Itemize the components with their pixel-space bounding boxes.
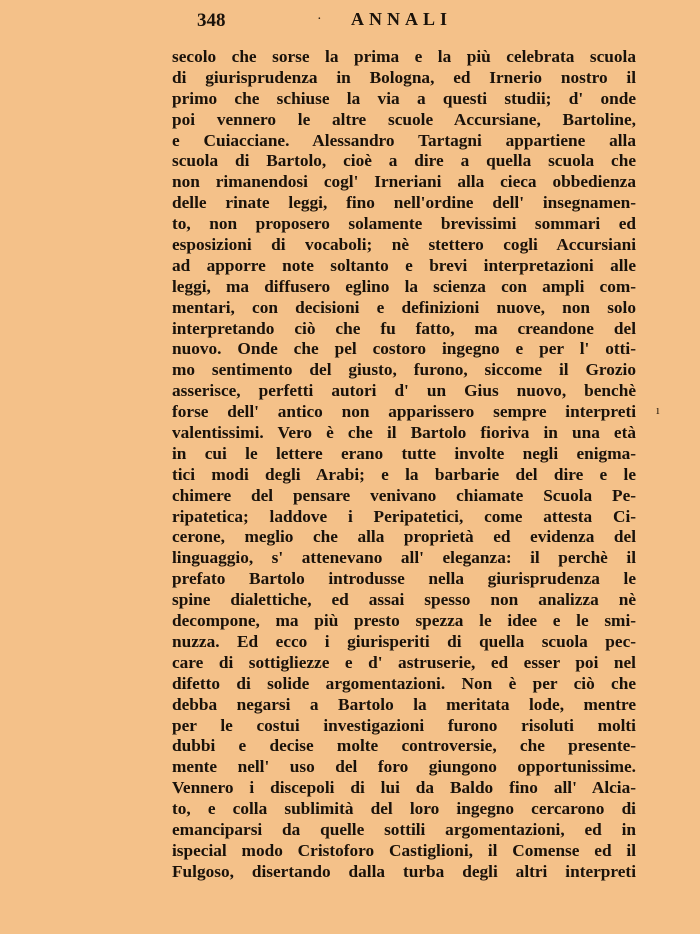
text-line: decompone, ma più presto spezza le idee e le smi- (172, 611, 636, 631)
text-line: Fulgoso, disertando dalla turba degli altri interpreti (172, 861, 636, 881)
text-line: Vennero i discepoli di lui da Baldo fino all' Alcia- (172, 778, 636, 798)
text-line: to, non proposero solamente brevissimi sommari ed (172, 214, 636, 234)
text-line: valentissimi. Vero è che il Bartolo fioriva in una età (172, 423, 636, 443)
text-line: chimere del pensare venivano chiamate Scuola Pe- (172, 485, 636, 505)
text-line: delle rinate leggi, fino nell'ordine dell' insegnamen- (172, 193, 636, 213)
text-line: nuovo. Onde che pel costoro ingegno e per l' otti- (172, 339, 636, 359)
text-line: di giurisprudenza in Bologna, ed Irnerio nostro il (172, 67, 636, 87)
text-line: mo sentimento del giusto, furono, siccome il Grozio (172, 360, 636, 380)
text-line: care di sottigliezze e d' astruserie, ed esser poi nel (172, 652, 636, 672)
text-line: tici modi degli Arabi; e la barbarie del dire e le (172, 464, 636, 484)
text-line: esposizioni di vocaboli; nè stettero cogli Accursiani (172, 235, 636, 255)
text-line: e Cuiacciane. Alessandro Tartagni appartiene alla (172, 130, 636, 150)
text-line: interpretando ciò che fu fatto, ma creandone del (172, 318, 636, 338)
text-line: spine dialettiche, ed assai spesso non analizza nè (172, 590, 636, 610)
text-line: nuzza. Ed ecco i giurisperiti di quella scuola pec- (172, 631, 636, 651)
text-line: ispecial modo Cristoforo Castiglioni, il Comense ed il (172, 840, 636, 860)
text-line: ripatetica; laddove i Peripatetici, come attesta Ci- (172, 506, 636, 526)
text-line: mentari, con decisioni e definizioni nuove, non solo (172, 297, 636, 317)
text-line: linguaggio, s' attenevano all' eleganza: il perchè il (172, 548, 636, 568)
header-dot: · (317, 12, 322, 27)
text-line: cerone, meglio che alla proprietà ed evidenza del (172, 527, 636, 547)
text-line: dubbi e decise molte controversie, che presente- (172, 736, 636, 756)
text-line: per le costui investigazioni furono risoluti molti (172, 715, 636, 735)
text-line: asserisce, perfetti autori d' un Gius nuovo, benchè (172, 381, 636, 401)
text-line: secolo che sorse la prima e la più celebrata scuola (172, 47, 636, 66)
text-line: poi vennero le altre scuole Accursiane, Bartoline, (172, 109, 636, 129)
page-number: 348 (197, 10, 226, 31)
text-line: mente nell' uso del foro giungono opportunissime. (172, 757, 636, 777)
text-line: forse dell' antico non apparissero sempre interpreti (172, 402, 636, 422)
text-line: prefato Bartolo introdusse nella giurisprudenza le (172, 569, 636, 589)
text-line: emanciparsi da quelle sottili argomentazioni, ed in (172, 819, 636, 839)
running-title: ANNALI (351, 9, 453, 29)
margin-mark: ı (656, 402, 660, 417)
text-line: in cui le lettere erano tutte involte negli enigma- (172, 443, 636, 463)
text-line: ad apporre note soltanto e brevi interpretazioni alle (172, 255, 636, 275)
body-text (172, 47, 636, 883)
text-line: difetto di solide argomentazioni. Non è per ciò che (172, 673, 636, 693)
page-header (0, 8, 700, 34)
text-line: debba negarsi a Bartolo la meritata lode, mentre (172, 694, 636, 714)
text-line: to, e colla sublimità del loro ingegno cercarono di (172, 799, 636, 819)
text-line: primo che schiuse la via a questi studii; d' onde (172, 88, 636, 108)
text-line: non rimanendosi cogl' Irneriani alla cieca obbedienza (172, 172, 636, 192)
text-line: leggi, ma diffusero eglino la scienza con ampli com- (172, 276, 636, 296)
text-line: scuola di Bartolo, cioè a dire a quella scuola che (172, 151, 636, 171)
